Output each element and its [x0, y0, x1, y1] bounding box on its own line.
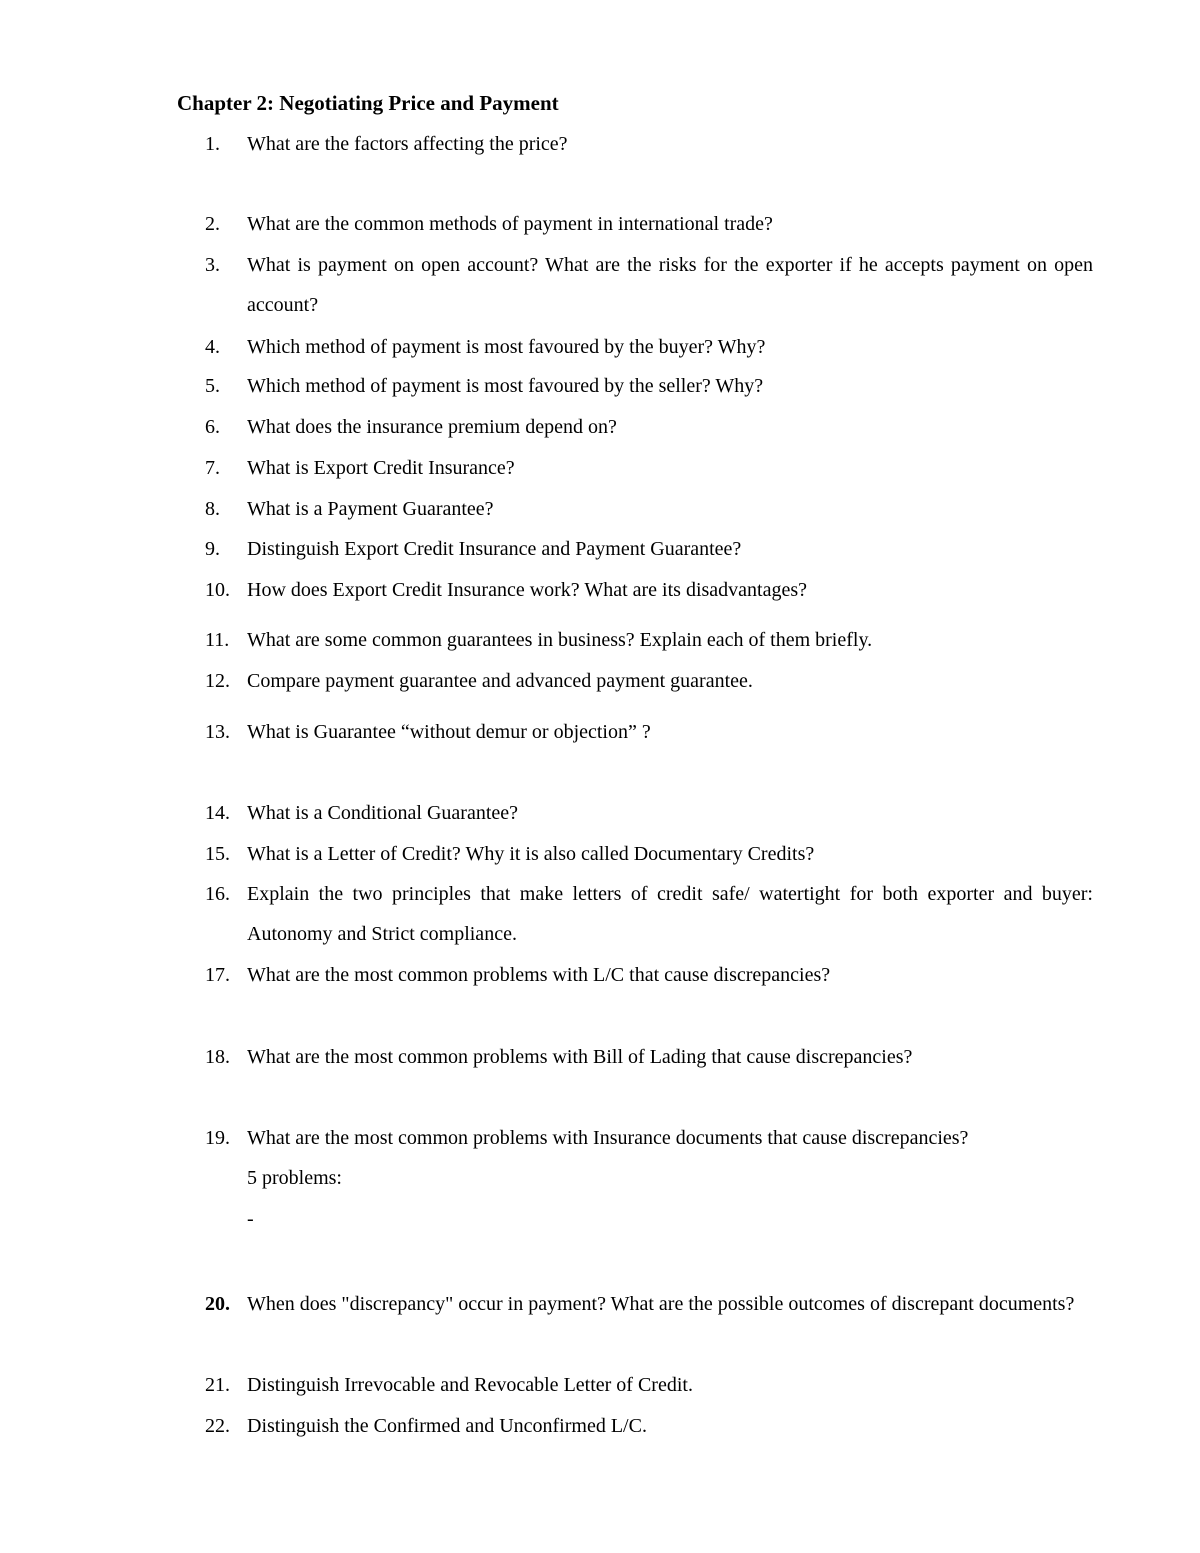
- question-number: 8.: [205, 498, 220, 520]
- question-14: [205, 793, 1093, 833]
- question-2: [205, 204, 1093, 244]
- question-number: 2.: [205, 213, 220, 235]
- question-text: What are the common methods of payment in international trade?: [247, 213, 773, 235]
- question-text: Which method of payment is most favoured by the buyer? Why?: [247, 336, 766, 358]
- question-note-dash: -: [247, 1208, 254, 1230]
- question-number: 10.: [205, 579, 230, 601]
- question-number: 4.: [205, 336, 220, 358]
- question-number: 18.: [205, 1046, 230, 1068]
- question-22: [205, 1406, 1093, 1446]
- question-number: 16.: [205, 883, 230, 905]
- question-text: What is a Conditional Guarantee?: [247, 802, 519, 824]
- question-number: 20.: [205, 1293, 230, 1315]
- question-16: [205, 874, 1093, 954]
- question-text: Distinguish Export Credit Insurance and Payment Guarantee?: [247, 538, 742, 560]
- question-number: 13.: [205, 721, 230, 743]
- question-text: What is payment on open account? What are the risks for the exporter if he accepts payment on open account?: [247, 254, 1093, 316]
- question-text: Distinguish Irrevocable and Revocable Letter of Credit.: [247, 1374, 693, 1396]
- question-number: 12.: [205, 670, 230, 692]
- question-7: [205, 448, 1093, 488]
- question-3: [205, 245, 1093, 325]
- question-number: 22.: [205, 1415, 230, 1437]
- question-11: [205, 620, 1093, 660]
- question-text: What is a Letter of Credit? Why it is also called Documentary Credits?: [247, 843, 815, 865]
- question-number: 19.: [205, 1127, 230, 1149]
- question-text: Compare payment guarantee and advanced payment guarantee.: [247, 670, 753, 692]
- question-text: When does "discrepancy" occur in payment? What are the possible outcomes of discrepant documents?: [247, 1293, 1075, 1315]
- question-17: [205, 955, 1093, 995]
- question-13: [205, 712, 1093, 752]
- question-number: 21.: [205, 1374, 230, 1396]
- question-1: [205, 124, 1093, 164]
- question-15: [205, 834, 1093, 874]
- question-text: What are some common guarantees in business? Explain each of them briefly.: [247, 629, 873, 651]
- question-text: What is Guarantee “without demur or objection” ?: [247, 721, 651, 743]
- question-text: What are the most common problems with Bill of Lading that cause discrepancies?: [247, 1046, 913, 1068]
- question-note: 5 problems:: [247, 1167, 342, 1189]
- chapter-title: Chapter 2: Negotiating Price and Payment: [177, 91, 559, 115]
- question-text: What does the insurance premium depend on?: [247, 416, 617, 438]
- question-10: [205, 570, 1093, 610]
- question-text: What is a Payment Guarantee?: [247, 498, 494, 520]
- question-20: [205, 1288, 1093, 1320]
- question-text: Explain the two principles that make letters of credit safe/ watertight for both exporter and buyer: Autonomy and Strict compliance.: [247, 883, 1093, 945]
- question-number: 15.: [205, 843, 230, 865]
- question-9: [205, 529, 1093, 569]
- question-number: 9.: [205, 538, 220, 560]
- question-number: 3.: [205, 254, 220, 276]
- question-4: [205, 327, 1093, 367]
- question-number: 1.: [205, 133, 220, 155]
- question-5: [205, 366, 1093, 406]
- question-number: 6.: [205, 416, 220, 438]
- question-21: [205, 1365, 1093, 1405]
- question-number: 14.: [205, 802, 230, 824]
- question-text: What are the most common problems with L/C that cause discrepancies?: [247, 964, 831, 986]
- question-12: [205, 661, 1093, 701]
- question-19: [205, 1118, 1093, 1240]
- question-6: [205, 407, 1093, 447]
- question-text: What is Export Credit Insurance?: [247, 457, 515, 479]
- question-18: [205, 1037, 1093, 1077]
- question-text: What are the factors affecting the price?: [247, 133, 568, 155]
- question-number: 17.: [205, 964, 230, 986]
- question-number: 11.: [205, 629, 230, 651]
- question-number: 5.: [205, 375, 220, 397]
- question-text: Distinguish the Confirmed and Unconfirmed L/C.: [247, 1415, 647, 1437]
- question-number: 7.: [205, 457, 220, 479]
- question-8: [205, 489, 1093, 529]
- question-text: How does Export Credit Insurance work? What are its disadvantages?: [247, 579, 808, 601]
- question-text: Which method of payment is most favoured by the seller? Why?: [247, 375, 764, 397]
- question-text: What are the most common problems with Insurance documents that cause discrepancies?: [247, 1127, 969, 1149]
